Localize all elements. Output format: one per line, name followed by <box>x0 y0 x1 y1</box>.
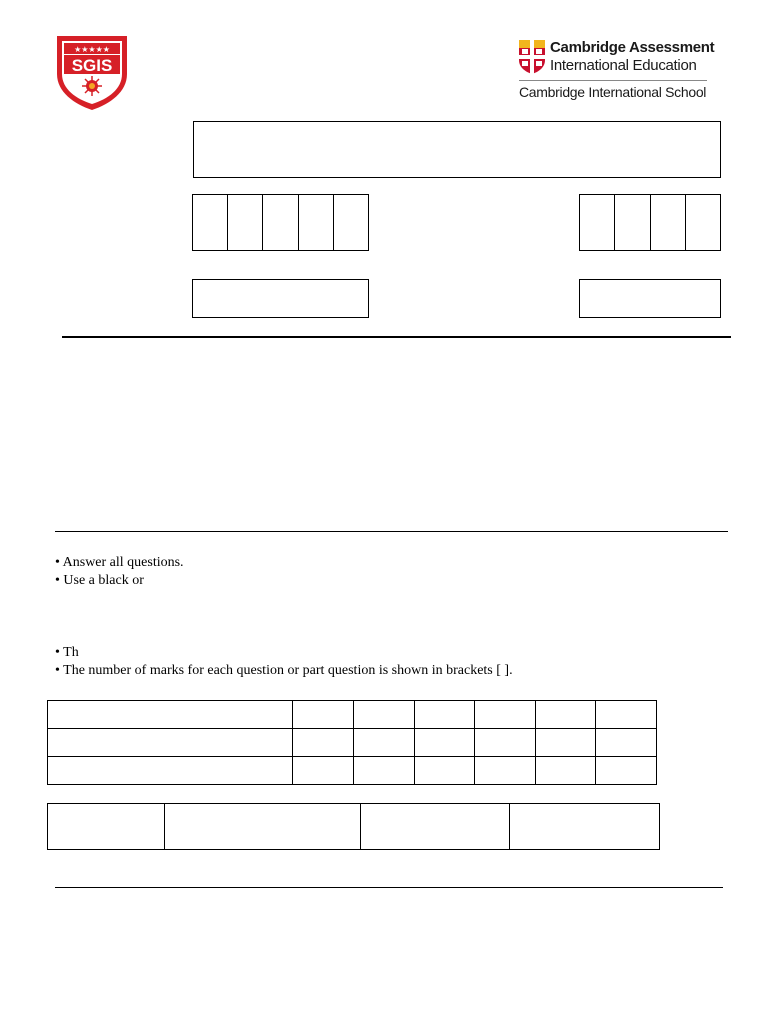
cambridge-logo <box>518 38 718 104</box>
mark-cell[interactable] <box>596 729 657 757</box>
instruction-item: • Use a black or <box>55 573 144 588</box>
mark-cell[interactable] <box>415 729 475 757</box>
candidate-number-cell[interactable] <box>614 195 649 250</box>
header-rule <box>62 336 731 338</box>
mark-cell[interactable] <box>596 757 657 785</box>
marks-row <box>48 729 657 757</box>
mark-cell[interactable] <box>293 701 354 729</box>
mark-cell[interactable] <box>415 757 475 785</box>
instruction-gap <box>55 590 513 644</box>
centre-number-cell[interactable] <box>333 195 368 250</box>
footer-rule <box>55 887 723 888</box>
mark-cell[interactable] <box>293 757 354 785</box>
candidate-name-box[interactable] <box>193 121 721 178</box>
cambridge-shield-icon <box>519 40 545 74</box>
marks-table <box>47 700 657 785</box>
summary-row <box>48 804 660 850</box>
mark-cell[interactable] <box>415 701 475 729</box>
mark-cell[interactable] <box>354 757 415 785</box>
instruction-item: • Answer all questions. <box>55 555 184 570</box>
mark-cell[interactable] <box>536 757 596 785</box>
mark-cell[interactable] <box>536 729 596 757</box>
centre-number-cell[interactable] <box>298 195 333 250</box>
row-label-cell <box>48 729 293 757</box>
candidate-number-cell[interactable] <box>685 195 720 250</box>
instruction-item: • The number of marks for each question or part question is shown in brackets [ ]. <box>55 663 513 678</box>
row-label-cell <box>48 701 293 729</box>
mark-cell[interactable] <box>475 729 536 757</box>
marks-row <box>48 757 657 785</box>
cambridge-line2: International Education <box>550 57 697 74</box>
cambridge-divider <box>519 80 707 81</box>
row-label-cell <box>48 757 293 785</box>
section-rule <box>55 531 728 532</box>
left-info-box[interactable] <box>192 279 369 318</box>
cambridge-line3: Cambridge International School <box>519 84 707 100</box>
mark-cell[interactable] <box>354 701 415 729</box>
candidate-number-cell[interactable] <box>580 195 614 250</box>
summary-table <box>47 803 660 850</box>
crest-stars: ★★★★★ <box>74 45 110 54</box>
centre-number-cell[interactable] <box>193 195 227 250</box>
mark-cell[interactable] <box>596 701 657 729</box>
marks-row <box>48 701 657 729</box>
centre-number-boxes <box>192 194 369 251</box>
cambridge-line1: Cambridge Assessment <box>550 39 715 56</box>
candidate-number-cell[interactable] <box>650 195 685 250</box>
summary-cell[interactable] <box>48 804 165 850</box>
sun-emblem-icon <box>82 76 102 96</box>
candidate-number-boxes <box>579 194 721 251</box>
summary-cell[interactable] <box>361 804 510 850</box>
centre-number-cell[interactable] <box>262 195 297 250</box>
mark-cell[interactable] <box>536 701 596 729</box>
instruction-item: • Th <box>55 645 79 660</box>
instructions-list <box>55 554 513 680</box>
mark-cell[interactable] <box>475 757 536 785</box>
mark-cell[interactable] <box>354 729 415 757</box>
sgis-crest-logo <box>54 34 130 110</box>
centre-number-cell[interactable] <box>227 195 262 250</box>
mark-cell[interactable] <box>293 729 354 757</box>
crest-school-name: SGIS <box>71 56 113 75</box>
summary-cell[interactable] <box>510 804 660 850</box>
summary-cell[interactable] <box>165 804 361 850</box>
right-info-box[interactable] <box>579 279 721 318</box>
mark-cell[interactable] <box>475 701 536 729</box>
